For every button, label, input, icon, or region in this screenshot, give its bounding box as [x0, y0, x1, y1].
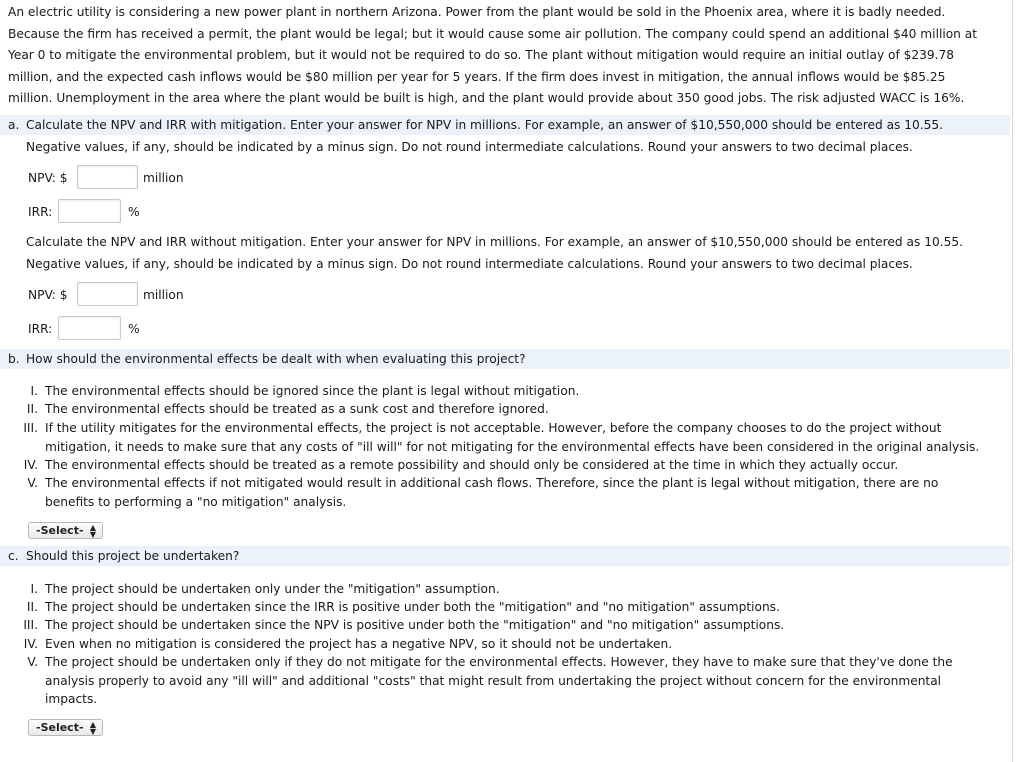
npv-unit-no-mitigation: million: [143, 288, 184, 302]
part-c-letter: c.: [8, 549, 19, 563]
up-down-arrows-icon: ▲ ▼: [89, 720, 96, 736]
part-b-option-4: [45, 456, 1000, 475]
part-a-instruction-1: Calculate the NPV and IRR with mitigation. Enter your answer for NPV in millions. For example, an answer of $10,550,000 should be entered as 10.55.: [26, 118, 944, 132]
intro-line: million. Unemployment in the area where the plant would be built is high, and the plant would provide about 350 good jobs. The risk adjusted WACC is 16%.: [8, 91, 965, 105]
part-c-option-2: [45, 598, 1000, 617]
option-number: I.: [30, 582, 38, 596]
option-text: Even when no mitigation is considered the project has a negative NPV, so it should not be undertaken.: [45, 637, 673, 651]
option-text: If the utility mitigates for the environmental effects, the project is not acceptable. However, before the company chooses to do the project without: [45, 421, 942, 435]
part-b-option-2: [45, 400, 1000, 419]
part-c-select[interactable]: [28, 719, 103, 736]
part-a-instruction-4: Negative values, if any, should be indicated by a minus sign. Do not round intermediate calculations. Round your answers to two decimal places.: [26, 257, 913, 271]
intro-line: Year 0 to mitigate the environmental problem, but it would not be required to do so. The plant without mitigation would require an initial outlay of $239.78: [8, 48, 955, 62]
irr-label-mitigation: IRR:: [28, 205, 53, 219]
part-b-question: How should the environmental effects be dealt with when evaluating this project?: [26, 352, 526, 366]
intro-line: Because the firm has received a permit, the plant would be legal; but it would cause some air pollution. The company could spend an additional $40 million at: [8, 26, 978, 41]
part-b-select[interactable]: [28, 522, 103, 539]
npv-input-mitigation[interactable]: [77, 165, 138, 189]
option-text: The project should be undertaken since the IRR is positive under both the "mitigation" and "no mitigation" assumptions.: [45, 600, 780, 614]
npv-unit-mitigation: million: [143, 171, 184, 185]
option-number: II.: [26, 402, 38, 416]
part-c-option-5: [45, 653, 1000, 709]
part-b-letter: b.: [8, 352, 20, 366]
option-number: II.: [26, 600, 38, 614]
option-text: The environmental effects if not mitigated would result in additional cash flows. Therefore, since the plant is legal without mitigation, there are no: [45, 476, 939, 490]
option-text: The environmental effects should be treated as a sunk cost and therefore ignored.: [45, 402, 549, 416]
right-border: [1012, 0, 1013, 762]
part-c-option-1: [45, 580, 1000, 599]
part-c-option-4: [45, 635, 1000, 654]
option-text: The environmental effects should be treated as a remote possibility and should only be considered at the time in which they actually occur.: [45, 458, 899, 472]
part-a-instruction-2: Negative values, if any, should be indicated by a minus sign. Do not round intermediate calculations. Round your answers to two decimal places.: [26, 140, 913, 154]
part-b-option-5: [45, 474, 1000, 511]
intro-line: million, and the expected cash inflows would be $80 million per year for 5 years. If the firm does invest in mitigation, the annual inflows would be $85.25: [8, 69, 946, 84]
option-text: impacts.: [45, 692, 98, 706]
option-number: III.: [23, 421, 38, 435]
option-text: The environmental effects should be ignored since the plant is legal without mitigation.: [45, 384, 580, 398]
option-text: The project should be undertaken since the NPV is positive under both the "mitigation" and "no mitigation" assumptions.: [45, 618, 785, 632]
option-text: mitigation, it needs to make sure that any costs of "ill will" for not mitigating for the environmental effects have been considered in the original analysis.: [45, 439, 980, 454]
option-text: analysis properly to avoid any "ill will" and additional "costs" that might result from undertaking the project without concern for the environmental: [45, 673, 942, 688]
up-down-arrows-icon: ▲ ▼: [89, 523, 96, 539]
part-a-letter: a.: [8, 118, 20, 132]
irr-input-no-mitigation[interactable]: [58, 316, 121, 340]
irr-input-mitigation[interactable]: [58, 199, 121, 223]
problem-statement: [8, 2, 998, 110]
option-number: III.: [23, 618, 38, 632]
option-text: The project should be undertaken only if they do not mitigate for the environmental effects. However, they have to make sure that they've done the: [45, 655, 953, 669]
part-a-instruction-3: Calculate the NPV and IRR without mitigation. Enter your answer for NPV in millions. For example, an answer of $10,550,000 should be entered as 10.55.: [26, 235, 963, 249]
npv-input-no-mitigation[interactable]: [77, 282, 138, 306]
intro-line: An electric utility is considering a new power plant in northern Arizona. Power from the plant would be sold in the Phoenix area, where it is badly needed.: [8, 5, 946, 19]
option-text: benefits to performing a "no mitigation" analysis.: [45, 494, 347, 509]
npv-label-no-mitigation: NPV: $: [28, 288, 68, 302]
option-number: IV.: [23, 458, 38, 472]
option-number: V.: [27, 655, 38, 669]
irr-label-no-mitigation: IRR:: [28, 322, 53, 336]
option-number: V.: [27, 476, 38, 490]
select-value: -Select-: [36, 721, 84, 734]
option-number: I.: [30, 384, 38, 398]
part-c-option-3: [45, 616, 1000, 635]
part-c-question: Should this project be undertaken?: [26, 549, 240, 563]
part-b-option-1: [45, 382, 1000, 401]
irr-unit-no-mitigation: %: [128, 322, 140, 336]
part-b-option-3: [45, 419, 1000, 456]
option-text: The project should be undertaken only under the "mitigation" assumption.: [45, 582, 500, 596]
irr-unit-mitigation: %: [128, 205, 140, 219]
select-value: -Select-: [36, 524, 84, 537]
option-number: IV.: [23, 637, 38, 651]
npv-label-mitigation: NPV: $: [28, 171, 68, 185]
